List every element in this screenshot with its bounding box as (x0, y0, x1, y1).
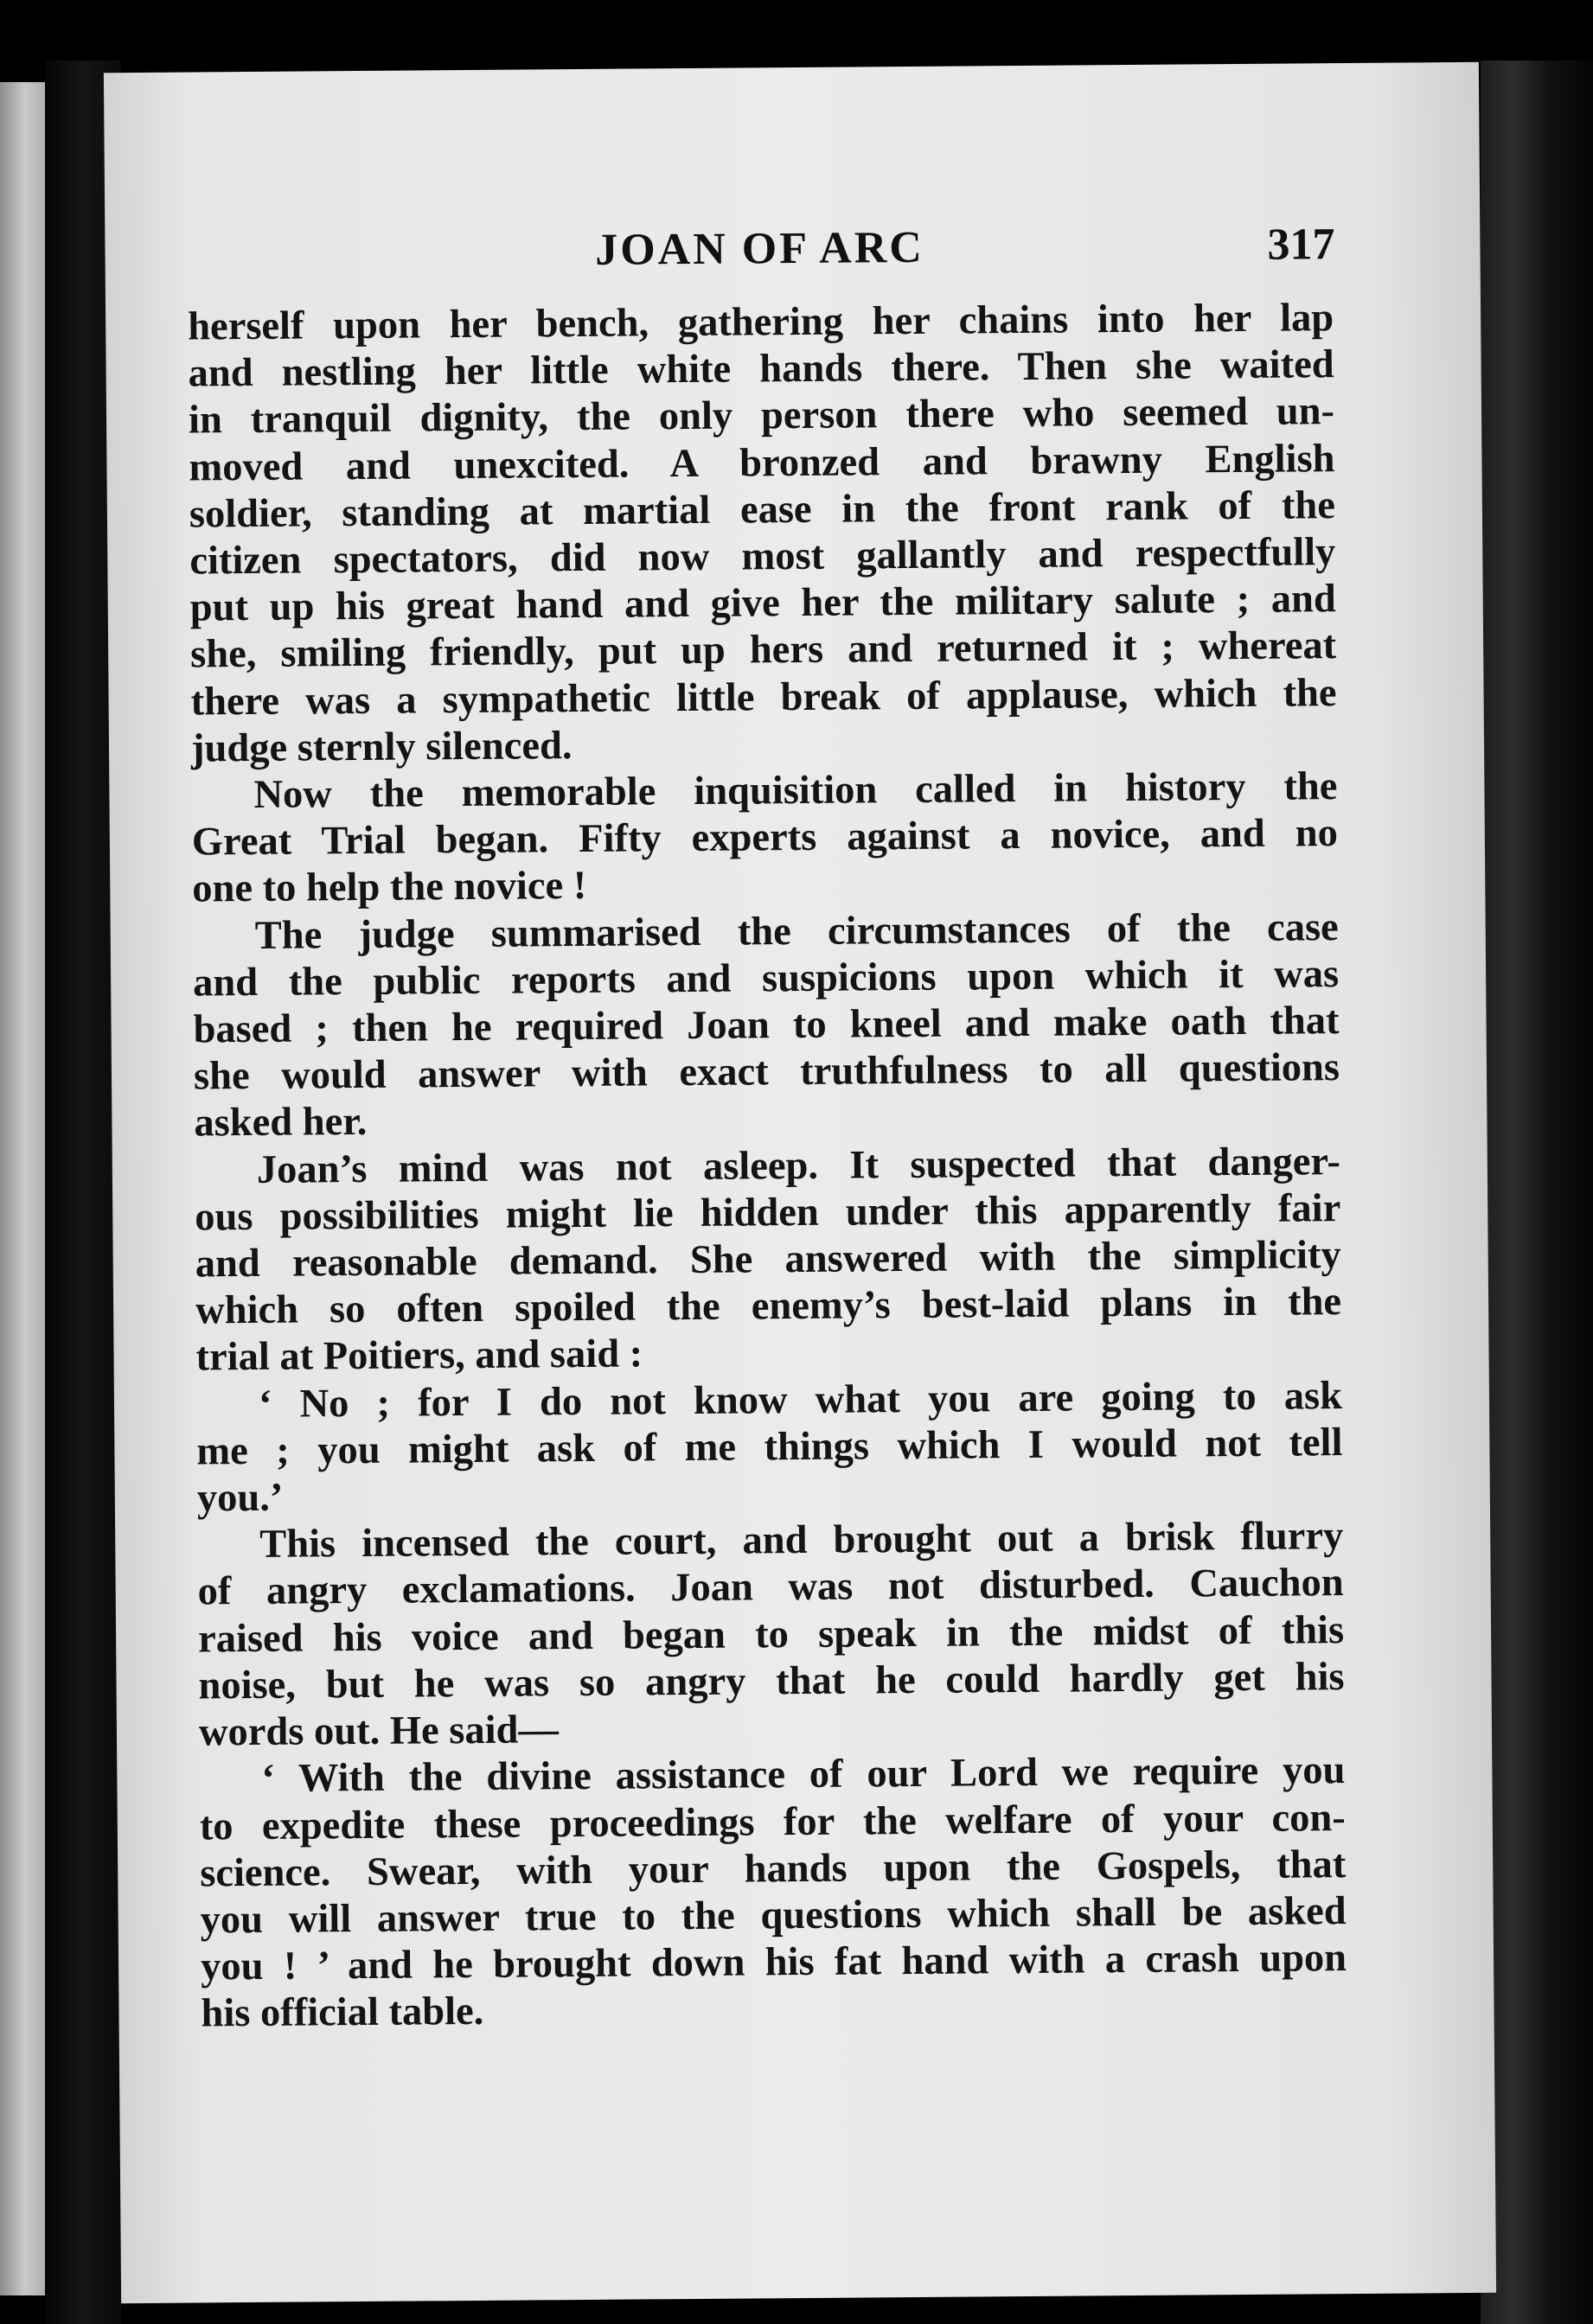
text-line: herself upon her bench, gathering her chains into her lap (188, 296, 1334, 349)
text-line: me ; you might ask of me things which I would not tell (196, 1420, 1343, 1474)
text-line: ‘ No ; for I do not know what you are going to ask (258, 1373, 1343, 1427)
text-line: one to help the novice ! (192, 864, 587, 911)
book-edge (1481, 61, 1593, 2324)
paragraph (197, 1513, 1345, 1756)
text-line: in tranquil dignity, the only person there who seemed un- (188, 389, 1335, 443)
text-line: his official table. (201, 1989, 484, 2036)
text-line: to expedite these proceedings for the welfare of your con- (199, 1795, 1346, 1848)
text-line: which so often spoiled the enemy’s best-laid plans in the (195, 1280, 1342, 1333)
text-line: noise, but he was so angry that he could hardly get his (198, 1654, 1345, 1708)
text-line: moved and unexcited. A bronzed and brawny English (189, 436, 1335, 490)
text-line: and the public reports and suspicions upon which it was (192, 951, 1340, 1006)
text-line: soldier, standing at martial ease in the front rank of the (189, 482, 1336, 537)
text-line: put up his great hand and give her the military salute ; and (189, 577, 1336, 630)
text-line: she would answer with exact truthfulness to all questions (193, 1045, 1340, 1099)
paragraph (199, 1747, 1347, 2038)
page-number: 317 (1267, 220, 1335, 270)
text-line: based ; then he required Joan to kneel and make oath that (193, 999, 1340, 1052)
paragraph (195, 1139, 1342, 1382)
text-line: This incensed the court, and brought out a brisk flurry (259, 1514, 1344, 1567)
text-line: you ! ’ and he brought down his fat hand with a crash upon (200, 1936, 1347, 1989)
text-line: ous possibilities might lie hidden under this apparently fair (195, 1185, 1341, 1240)
text-line: raised his voice and began to speak in the midst of this (197, 1607, 1345, 1662)
paragraph (193, 904, 1340, 1147)
text-line: you.’ (196, 1475, 284, 1521)
book-page (104, 62, 1496, 2303)
text-line: and nestling her little white hands there. Then she waited (188, 342, 1334, 396)
paragraph (196, 1373, 1343, 1523)
text-line: you will answer true to the questions which shall be asked (200, 1888, 1347, 1943)
paragraph (188, 295, 1337, 772)
text-line: of angry exclamations. Joan was not disturbed. Cauchon (197, 1561, 1344, 1614)
text-line: and reasonable demand. She answered with the simplicity (195, 1233, 1341, 1286)
adjacent-page-edge (0, 82, 45, 2295)
text-line: Now the memorable inquisition called in history the (253, 764, 1338, 817)
text-line: there was a sympathetic little break of applause, which the (190, 670, 1337, 725)
text-line: judge sternly silenced. (190, 723, 573, 771)
text-line: ‘ With the divine assistance of our Lord we require you (261, 1748, 1346, 1802)
text-line: asked her. (194, 1100, 368, 1146)
text-line: science. Swear, with your hands upon the Gospels, that (200, 1842, 1347, 1896)
body-text (188, 295, 1347, 2038)
text-line: trial at Poitiers, and said : (195, 1331, 643, 1380)
paragraph (191, 763, 1338, 913)
text-line: she, smiling friendly, put up hers and returned it ; whereat (189, 623, 1337, 677)
running-title: JOAN OF ARC (594, 222, 925, 275)
text-line: Great Trial began. Fifty experts against a novice, and no (191, 811, 1339, 865)
page-header (184, 219, 1335, 305)
text-line: citizen spectators, did now most gallantly and respectfully (189, 530, 1336, 584)
text-line: The judge summarised the circumstances of the case (254, 904, 1339, 958)
text-line: Joan’s mind was not asleep. It suspected that danger- (256, 1139, 1341, 1192)
text-line: words out. He said— (198, 1708, 560, 1755)
